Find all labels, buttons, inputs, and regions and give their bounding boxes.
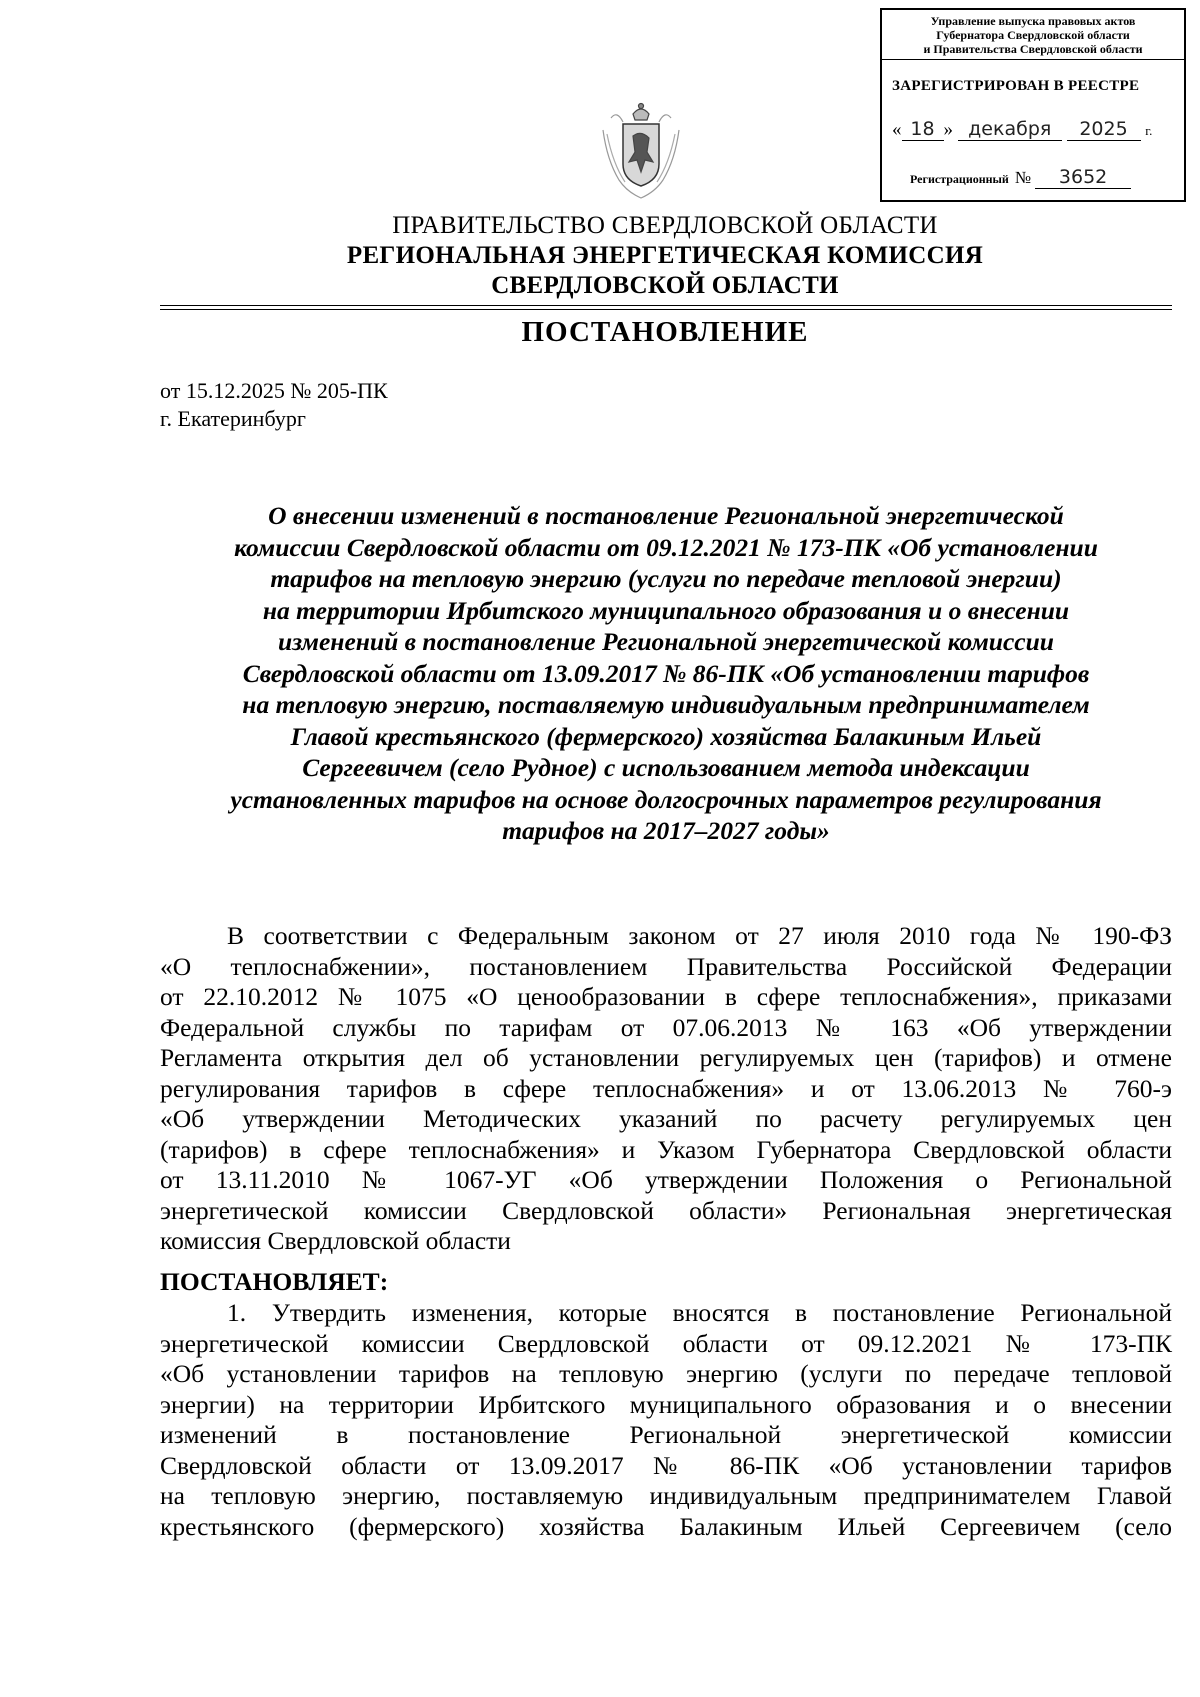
header-divider — [160, 305, 1172, 306]
stamp-no-sign: № — [1014, 168, 1032, 187]
item-line: крестьянского (фермерского) хозяйства Балакиным Ильей Сергеевичем (село — [160, 1511, 1172, 1541]
item-1-paragraph — [160, 1298, 1172, 1542]
preamble-line: от 13.11.2010 № 1067-УГ «Об утверждении Положения о Региональной — [160, 1165, 1172, 1194]
preamble-line: энергетической комиссии Свердловской области» Региональная энергетическая — [160, 1195, 1172, 1225]
preamble-line: «Об утверждении Методических указаний по расчету регулируемых цен — [160, 1104, 1172, 1133]
government-name: ПРАВИТЕЛЬСТВО СВЕРДЛОВСКОЙ ОБЛАСТИ — [392, 212, 938, 239]
stamp-date — [892, 118, 1152, 141]
subject-line: тарифов на 2017–2027 годы» — [502, 816, 830, 845]
preamble-line: от 22.10.2012 № 1075 «О ценообразовании в сфере теплоснабжения», приказами — [160, 982, 1172, 1011]
subject-line: тарифов на тепловую энергию (услуги по передаче тепловой энергии) — [270, 564, 1062, 593]
decree-word: ПОСТАНОВЛЯЕТ: — [160, 1267, 389, 1296]
stamp-dept-line-3: и Правительства Свердловской области — [923, 42, 1143, 56]
coat-of-arms-icon — [597, 100, 685, 204]
preamble-line: комиссия Свердловской области — [160, 1226, 511, 1255]
stamp-dept-line-2: Губернатора Свердловской области — [936, 28, 1130, 42]
subject-line: комиссии Свердловской области от 09.12.2021 № 173-ПК «Об установлении — [234, 532, 1098, 562]
stamp-dept-line-1: Управление выпуска правовых актов — [930, 14, 1136, 28]
subject-line: Главой крестьянского (фермерского) хозяйства Балакиным Ильей — [290, 721, 1042, 751]
subject-line: изменений в постановление Региональной энергетической комиссии — [278, 627, 1054, 656]
preamble-line: В соответствии с Федеральным законом от 27 июля 2010 года № 190-ФЗ — [227, 921, 1172, 950]
stamp-year-suffix: г. — [1145, 123, 1153, 138]
preamble-line: регулирования тарифов в сфере теплоснабжения» и от 13.06.2013 № 760-э — [160, 1073, 1172, 1103]
stamp-quote-open: « — [892, 119, 902, 140]
item-line: на тепловую энергию, поставляемую индивидуальным предпринимателем Главой — [160, 1481, 1172, 1510]
stamp-month: декабря — [958, 118, 1062, 141]
item-line: изменений в постановление Региональной энергетической комиссии — [160, 1420, 1172, 1449]
stamp-reg-number — [910, 166, 1131, 189]
header-divider-thin — [160, 309, 1172, 310]
item-line: Свердловской области от 13.09.2017 № 86-ПК «Об установлении тарифов — [160, 1450, 1172, 1480]
stamp-year: 2025 — [1067, 118, 1141, 141]
subject-line: на территории Ирбитского муниципального образования и о внесении — [262, 595, 1070, 625]
preamble-paragraph — [160, 921, 1172, 1257]
item-line: «Об установлении тарифов на тепловую энергию (услуги по передаче тепловой — [160, 1359, 1172, 1388]
subject-line: Свердловской области от 13.09.2017 № 86-ПК «Об установлении тарифов — [242, 658, 1090, 688]
stamp-reg-value: 3652 — [1035, 166, 1131, 189]
stamp-registered-label: ЗАРЕГИСТРИРОВАН В РЕЕСТРЕ — [892, 78, 1140, 94]
preamble-line: (тарифов) в сфере теплоснабжения» и Указом Губернатора Свердловской области — [160, 1134, 1172, 1164]
preamble-line: Федеральной службы по тарифам от 07.06.2013 № 163 «Об утверждении — [160, 1012, 1172, 1042]
commission-name-line-2: СВЕРДЛОВСКОЙ ОБЛАСТИ — [491, 272, 839, 299]
stamp-department — [882, 10, 1184, 60]
document-type-title: ПОСТАНОВЛЕНИЕ — [521, 316, 809, 348]
document-city: г. Екатеринбург — [160, 406, 306, 431]
preamble-line: «О теплоснабжении», постановлением Правительства Российской Федерации — [160, 951, 1172, 981]
subject-line: на тепловую энергию, поставляемую индивидуальным предпринимателем — [242, 690, 1090, 719]
document-date-number: от 15.12.2025 № 205-ПК — [160, 378, 388, 403]
preamble-line: Регламента открытия дел об установлении регулируемых цен (тарифов) и отмене — [160, 1043, 1172, 1072]
subject-line: О внесении изменений в постановление Региональной энергетической — [268, 501, 1064, 530]
stamp-day: 18 — [902, 118, 944, 141]
item-line: энергии) на территории Ирбитского муниципального образования и о внесении — [160, 1389, 1172, 1419]
item-line: 1. Утвердить изменения, которые вносятся в постановление Региональной — [227, 1298, 1172, 1327]
document-subject — [160, 500, 1172, 847]
commission-name-line-1: РЕГИОНАЛЬНАЯ ЭНЕРГЕТИЧЕСКАЯ КОМИССИЯ — [346, 242, 984, 269]
registration-stamp — [880, 8, 1186, 202]
subject-line: установленных тарифов на основе долгосрочных параметров регулирования — [230, 784, 1102, 814]
subject-line: Сергеевичем (село Рудное) с использованием метода индексации — [302, 753, 1030, 782]
stamp-quote-close: » — [943, 119, 953, 140]
item-line: энергетической комиссии Свердловской области от 09.12.2021 № 173-ПК — [160, 1328, 1172, 1358]
stamp-reg-label: Регистрационный — [910, 172, 1009, 186]
